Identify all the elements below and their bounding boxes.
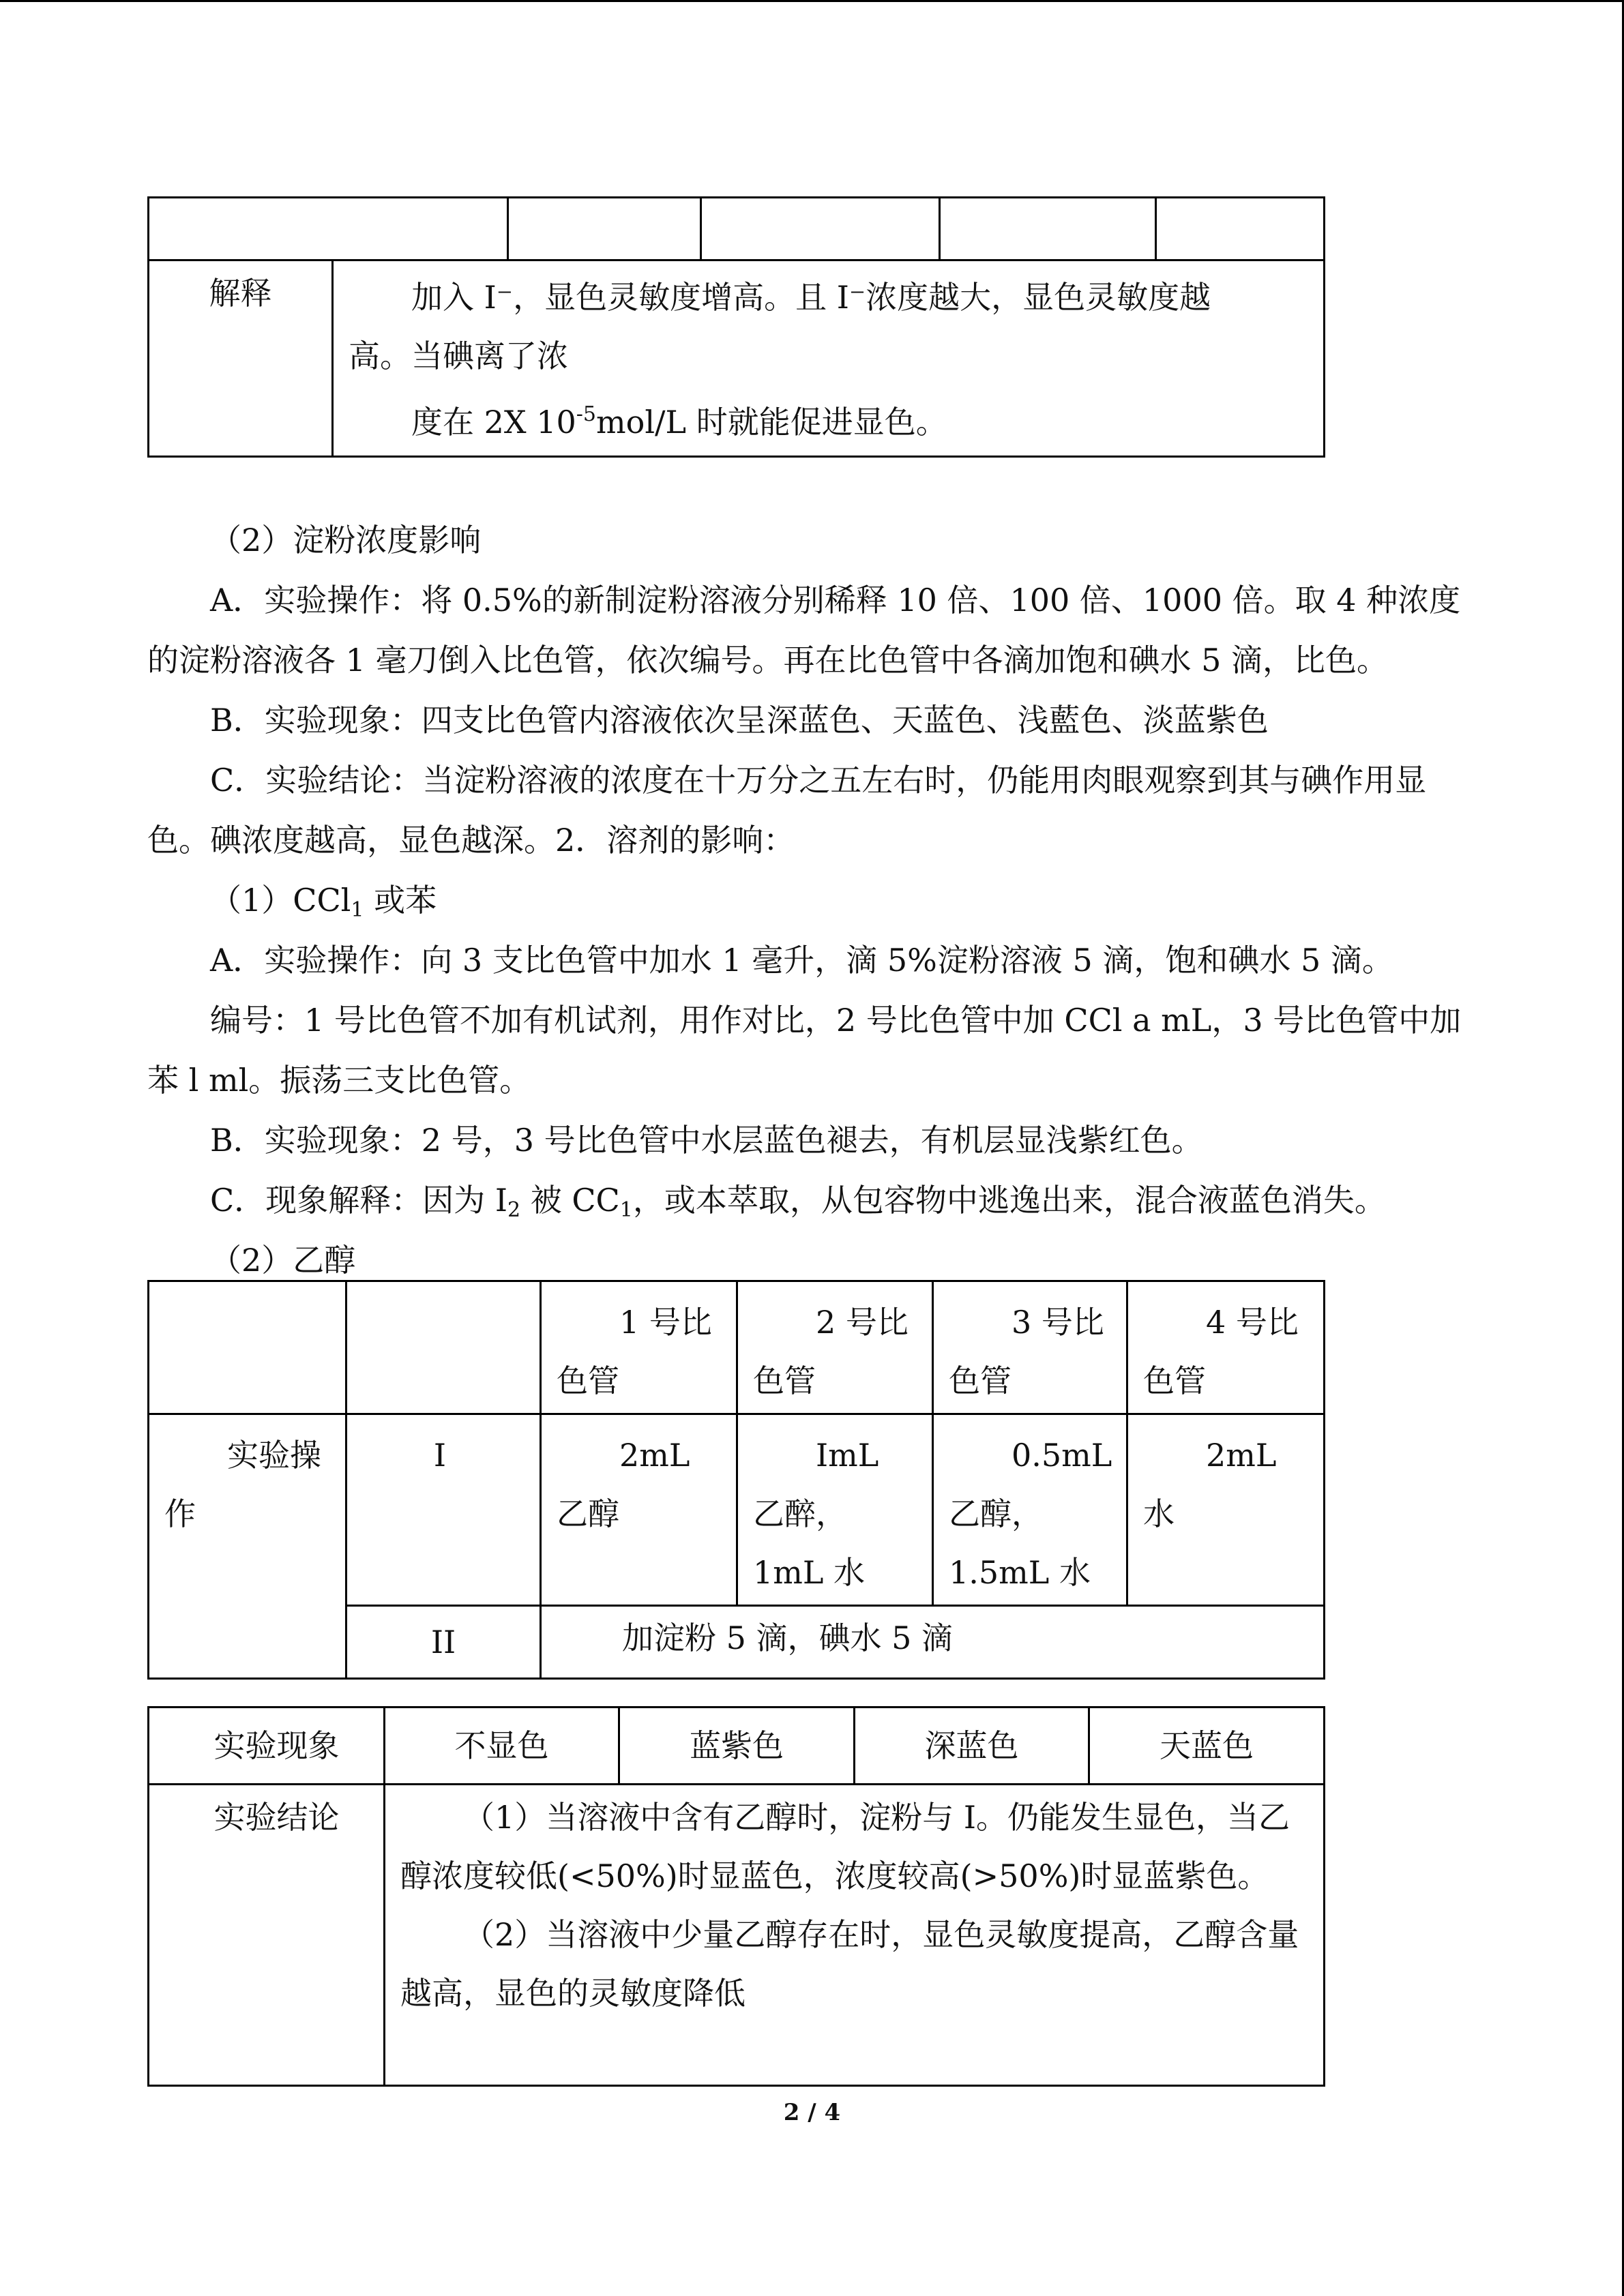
step1-tube-3: 0.5mL 乙醇，1.5mL 水 [933,1414,1127,1606]
explanation-row [149,260,1325,457]
phenomenon-tube-3: 深蓝色 [855,1708,1089,1785]
paragraph-phenomenon-b: B．实验现象：四支比色管内溶液依次呈深蓝色、天蓝色、浅藍色、淡蓝紫色 [210,702,1269,739]
section-title-starch: （2）淀粉浓度影响 [210,522,482,558]
paragraph-explanation-c2: C．现象解释：因为 $I_2$ 被 $CC_1$，或本萃取，从包容物中逃逸出来，混合液蓝色消失。 [210,1182,1386,1222]
paragraph-operation-a2: A．实验操作：向 3 支比色管中加水 1 毫升，滴 5%淀粉溶液 5 滴，饱和碘水 5 滴。 [210,942,1393,979]
phenomenon-row [149,1708,1325,1785]
phenomenon-tube-2: 蓝紫色 [619,1708,855,1785]
paragraph-numbering: 编号：1 号比色管不加有机试剂，用作对比，2 号比色管中加 CCl a mL，3 号比色管中加苯 l ml。振荡三支比色管。 [147,1002,1462,1099]
header-tube-3: 3 号比色管 [933,1281,1127,1414]
phenomenon-label: 实验现象 [149,1708,385,1785]
ethanol-operation-table [147,1280,1325,1680]
header-tube-1: 1 号比色管 [541,1281,737,1414]
step1-tube-1: 2mL 乙醇 [541,1414,737,1606]
operation-label: 实验操作 [149,1414,346,1679]
paragraph-phenomenon-b2: B．实验现象：2 号，3 号比色管中水层蓝色褪去，有机层显浅紫红色。 [210,1122,1203,1159]
phenomenon-tube-4: 天蓝色 [1089,1708,1325,1785]
header-tube-2: 2 号比色管 [737,1281,933,1414]
conclusion-label: 实验结论 [149,1785,385,2086]
conclusion-2: （2）当溶液中少量乙醇存在时，显色灵敏度提高，乙醇含量越高，显色的灵敏度降低 [400,1916,1299,2012]
ethanol-result-table [147,1706,1325,2087]
subsection-ccl-benzene: （1）CCl$_1$ 或苯 [210,882,437,922]
step1-row [149,1414,1325,1606]
explanation-text: 加入 I⁻，显色灵敏度增高。且 I⁻浓度越大，显色灵敏度越 高。当碘离了浓 度在 2X $10^{-5}mol/L$ 时就能促进显色。 [333,260,1325,457]
step1-label: I [346,1414,541,1606]
phenomenon-tube-1: 不显色 [385,1708,619,1785]
conclusion-row [149,1785,1325,2086]
step2-text: 加淀粉 5 滴，碘水 5 滴 [541,1606,1325,1679]
step1-tube-2: ImL 乙醉，1mL 水 [737,1414,933,1606]
paragraph-conclusion-c: C．实验结论：当淀粉溶液的浓度在十万分之五左右时，仍能用肉眼观察到其与碘作用显色。碘浓度越高，显色越深。2．溶剂的影响： [147,762,1427,859]
conclusion-1: （1）当溶液中含有乙醇时，淀粉与 I。仍能发生显色，当乙醇浓度较低(<50%)时显蓝色，浓度较高(>50%)时显蓝紫色。 [400,1799,1290,1894]
top-border [0,0,1624,2]
explanation-label: 解释 [149,260,333,457]
page-number: 2 / 4 [783,2099,841,2126]
paragraph-operation-a: A．实验操作：将 0.5%的新制淀粉溶液分别稀释 10 倍、100 倍、1000 倍。取 4 种浓度的淀粉溶液各 1 毫刀倒入比色管，依次编号。再在比色管中各滴加饱和碘水 5 滴，比色。 [147,582,1461,679]
conclusion-text [385,1785,1325,2086]
header-tube-4: 4 号比色管 [1127,1281,1325,1414]
subsection-ethanol: （2）乙醇 [210,1242,356,1279]
empty-row [149,198,1325,260]
explanation-table [147,196,1325,458]
step2-label: II [346,1606,541,1679]
header-row [149,1281,1325,1414]
step1-tube-4: 2mL 水 [1127,1414,1325,1606]
